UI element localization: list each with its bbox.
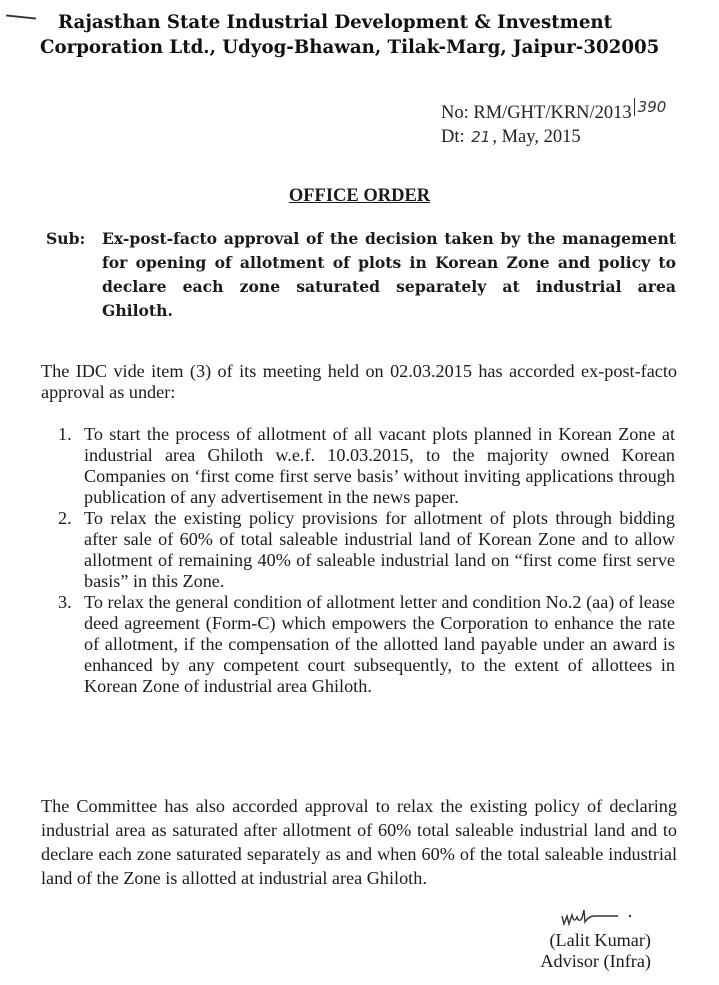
item-number: 2. [58, 508, 72, 528]
handwritten-day: 21 [471, 128, 491, 146]
item-text: To relax the general condition of allotment letter and condition No.2 (aa) of lease deed agreement (Form-C) which empowers the Corporation to enhance the rate of allotment, if the compensation of the allotted land payable under an award is enhanced by any competent court subsequently, to the extent of allottees in Korean Zone of industrial area Ghiloth. [84, 592, 675, 696]
subject-label: Sub: [46, 229, 86, 248]
reference-number [441, 98, 667, 125]
reference-number-text: No: RM/GHT/KRN/2013 [441, 103, 632, 123]
title-text: OFFICE ORDER [288, 186, 431, 206]
list-item [58, 508, 675, 592]
item-text: To start the process of allotment of all vacant plots planned in Korean Zone at industrial area Ghiloth w.e.f. 10.03.2015, to the majority owned Korean Companies on ‘first come first serve basis’ without inviting applications through publication of any advertisement in the news paper. [84, 424, 675, 507]
reference-date [441, 125, 666, 149]
subject-block [46, 227, 676, 323]
signatory-designation: Advisor (Infra) [540, 951, 651, 971]
closing-paragraph: The Committee has also accorded approval to relax the existing policy of declaring industrial area as saturated after allotment of 60% total saleable industrial land and to declare each zone saturated separately as and when 60% of the total saleable industrial land of the Zone is allotted at industrial area Ghiloth. [41, 796, 677, 888]
document-title [0, 186, 719, 207]
org-name-line1: Rajasthan State Industrial Development & Investment [58, 12, 613, 33]
signatory-name: (Lalit Kumar) [549, 930, 651, 950]
letterhead [36, 10, 696, 60]
subject-text: Ex-post-facto approval of the decision taken by the management for opening of allotment of plots in Korean Zone and policy to declare each zone saturated separately at industrial area Ghiloth. [102, 229, 676, 320]
handwritten-number: 390 [634, 98, 667, 116]
margin-mark [6, 14, 36, 19]
org-address-line2: Corporation Ltd., Udyog-Bhawan, Tilak-Marg, Jaipur-302005 [40, 37, 660, 58]
date-label: Dt: [441, 127, 465, 147]
signature-scribble [556, 902, 646, 928]
list-item [58, 592, 675, 697]
approval-items-list [58, 424, 675, 697]
date-rest: , May, 2015 [492, 127, 581, 147]
list-item [58, 424, 675, 508]
item-text: To relax the existing policy provisions for allotment of plots through bidding after sale of 60% of total saleable industrial land of Korean Zone and to allow allotment of remaining 40% of saleable industrial land on “first come first serve basis” in this Zone. [84, 508, 675, 591]
item-number: 1. [58, 424, 72, 444]
reference-block [441, 98, 667, 149]
intro-paragraph: The IDC vide item (3) of its meeting held on 02.03.2015 has accorded ex-post-facto approval as under: [41, 361, 677, 402]
signatory-block [521, 930, 651, 972]
item-number: 3. [58, 592, 72, 612]
